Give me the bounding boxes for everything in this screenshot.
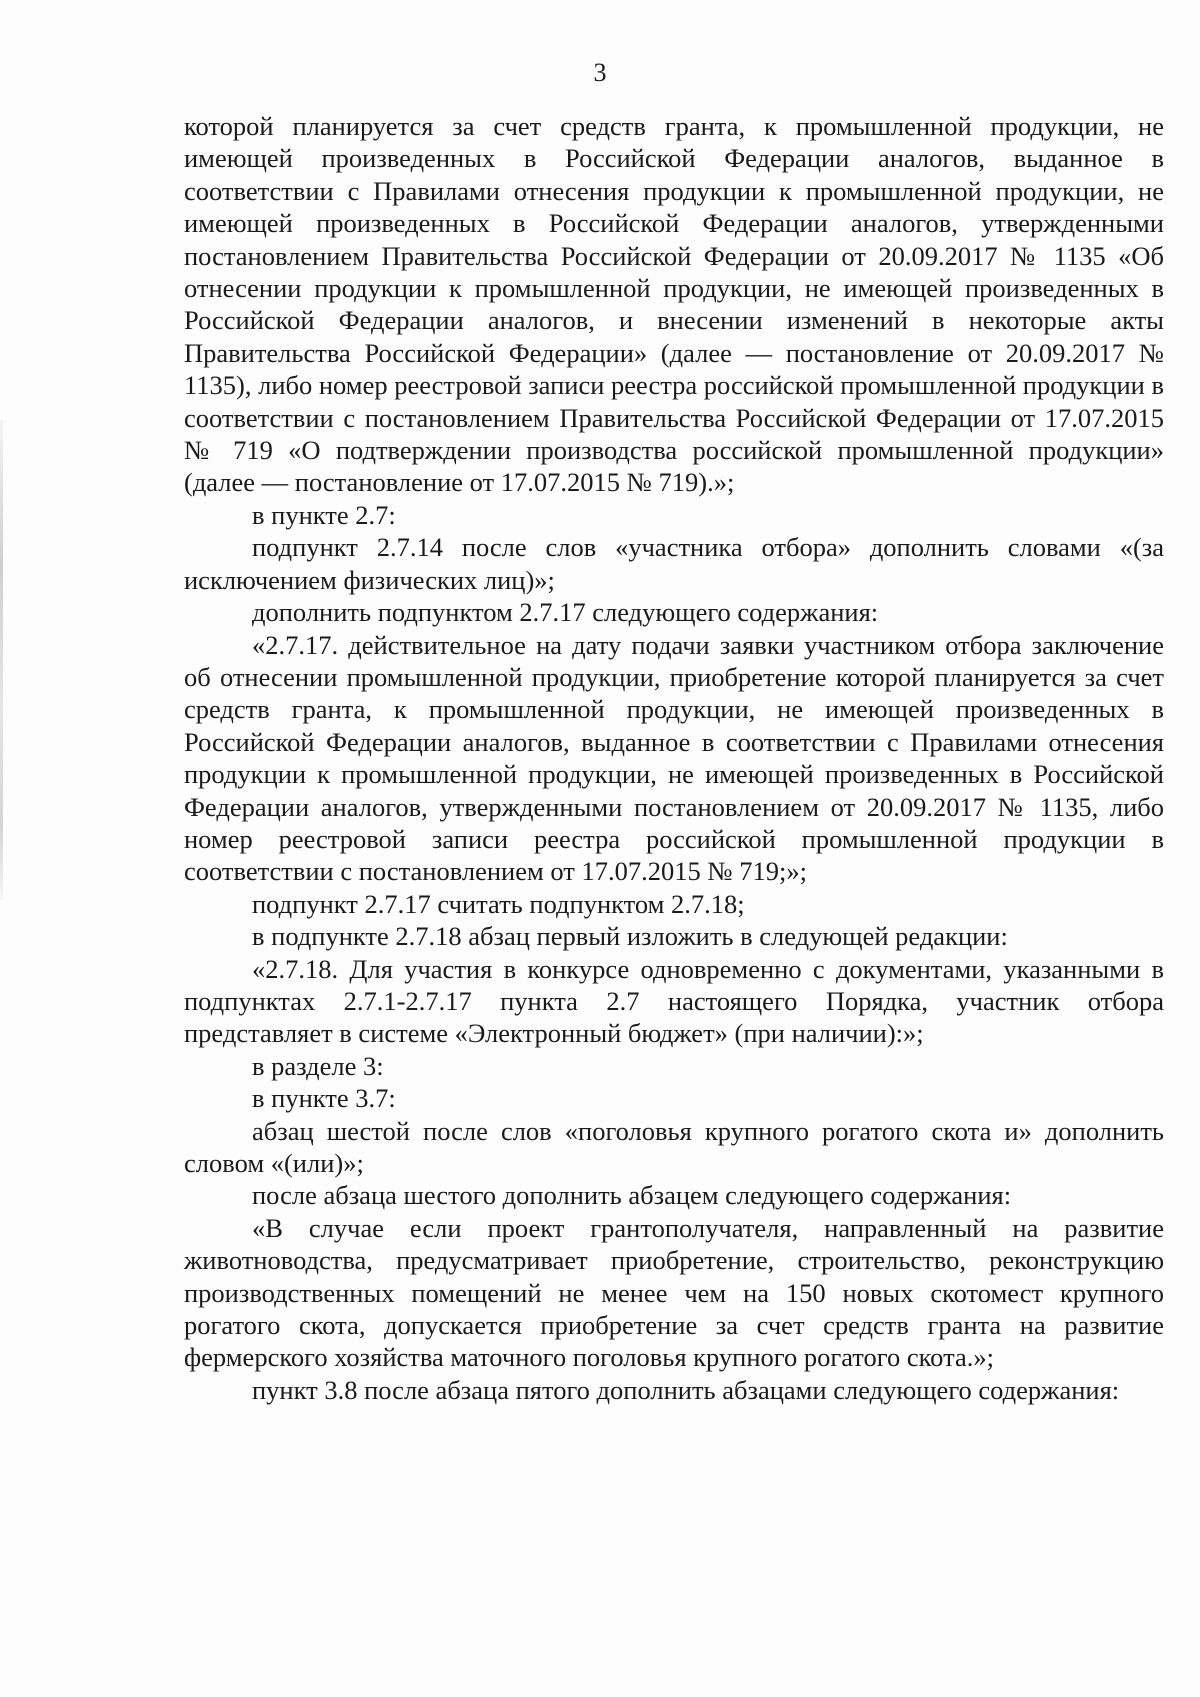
document-body: [184, 110, 1164, 1406]
paragraph: «2.7.17. действительное на дату подачи заявки участником отбора заключение об отнесении промышленной продукции, приобретение которой планируется за счет средств гранта, к промышленной продукции, не имеющей произведенных в Российской Федерации аналогов, выданное в соответствии с Правилами отнесения продукции к промышленной продукции, не имеющей произведенных в Российской Федерации аналогов, утвержденными постановлением от 20.09.2017 № 1135, либо номер реестровой записи реестра российской промышленной продукции в соответствии с постановлением от 17.07.2015 № 719;»;: [184, 629, 1164, 887]
paragraph: в разделе 3:: [252, 1050, 384, 1081]
paragraph: подпункт 2.7.17 считать подпунктом 2.7.18;: [252, 888, 745, 919]
paragraph: в подпункте 2.7.18 абзац первый изложить в следующей редакции:: [252, 921, 1008, 952]
paragraph: пункт 3.8 после абзаца пятого дополнить абзацами следующего содержания:: [252, 1374, 1120, 1405]
page-number: 3: [593, 58, 607, 87]
paragraph: «2.7.18. Для участия в конкурсе одновременно с документами, указанными в подпунктах 2.7.1-2.7.17 пункта 2.7 настоящего Порядка, участник отбора представляет в системе «Электронный бюджет» (при наличии):»;: [184, 953, 1164, 1049]
paragraph: которой планируется за счет средств гранта, к промышленной продукции, не имеющей произведенных в Российской Федерации аналогов, выданное в соответствии с Правилами отнесения продукции к промышленной продукции, не имеющей произведенных в Российской Федерации аналогов, утвержденными постановлением Правительства Российской Федерации от 20.09.2017 № 1135 «Об отнесении продукции к промышленной продукции, не имеющей произведенных в Российской Федерации аналогов, и внесении изменений в некоторые акты Правительства Российской Федерации» (далее — постановление от 20.09.2017 № 1135), либо номер реестровой записи реестра российской промышленной продукции в соответствии с постановлением Правительства Российской Федерации от 17.07.2015 № 719 «О подтверждении производства российской промышленной продукции» (далее — постановление от 17.07.2015 № 719).»;: [184, 111, 1164, 498]
scan-edge-shadow: [0, 420, 3, 900]
paragraph: после абзаца шестого дополнить абзацем следующего содержания:: [252, 1180, 1012, 1211]
paragraph: в пункте 3.7:: [252, 1083, 396, 1114]
paragraph: подпункт 2.7.14 после слов «участника отбора» дополнить словами «(за исключением физических лиц)»;: [184, 532, 1164, 595]
paragraph: в пункте 2.7:: [252, 499, 396, 530]
paragraph: дополнить подпунктом 2.7.17 следующего содержания:: [252, 597, 879, 628]
paragraph: абзац шестой после слов «поголовья крупного рогатого скота и» дополнить словом «(или)»;: [184, 1115, 1164, 1178]
paragraph: «В случае если проект грантополучателя, направленный на развитие животноводства, предусматривает приобретение, строительство, реконструкцию производственных помещений не менее чем на 150 новых скотомест крупного рогатого скота, допускается приобретение за счет средств гранта на развитие фермерского хозяйства маточного поголовья крупного рогатого скота.»;: [184, 1212, 1164, 1373]
